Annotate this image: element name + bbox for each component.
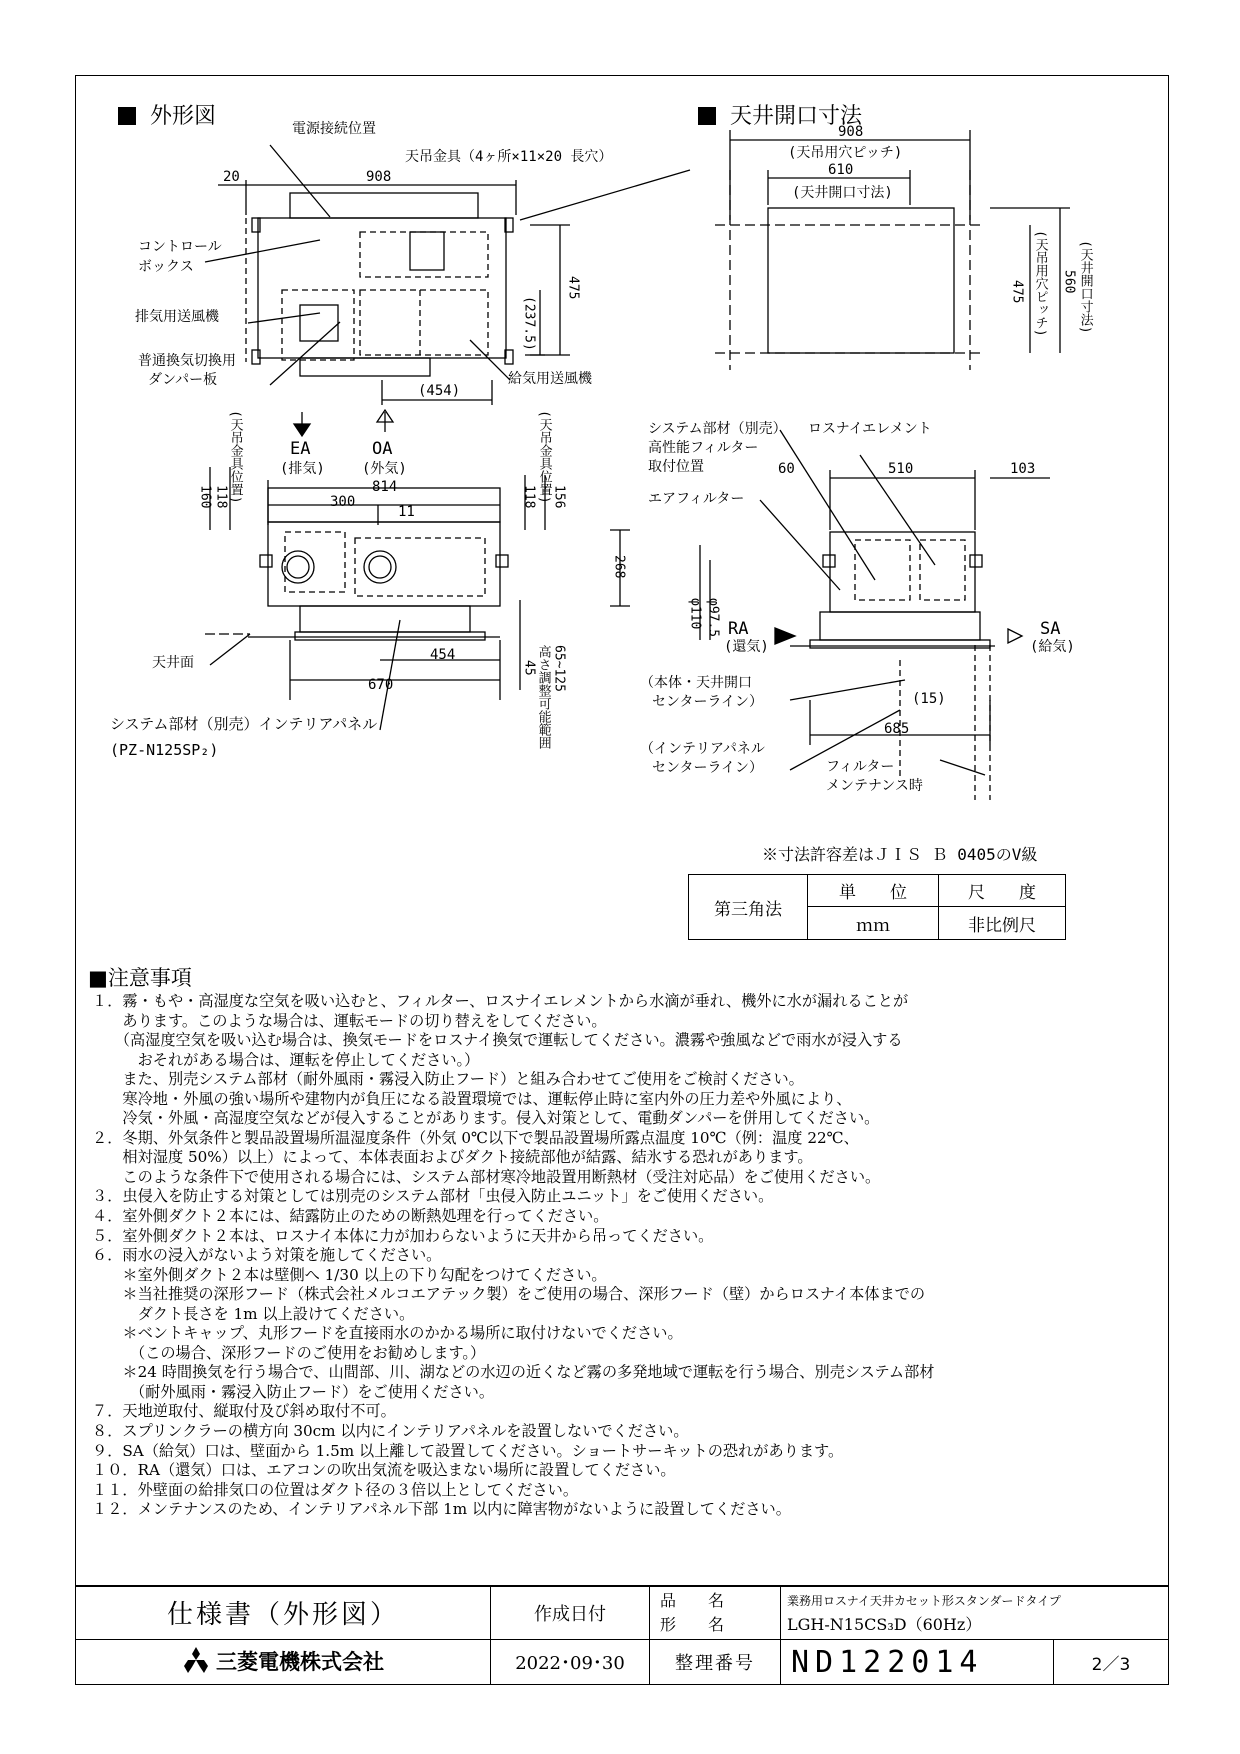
note-line: ６．雨水の浸入がないよう対策を施してください。	[92, 1246, 442, 1265]
control-box-label-1: コントロール	[138, 239, 222, 255]
ea-sub: (排気)	[280, 461, 325, 477]
note-line: このような条件下で使用される場合には、システム部材寒冷地設置用断熱材（受注対応品）をご使用ください。	[92, 1167, 881, 1186]
dim-300: 300	[330, 494, 356, 510]
ceiling-section-title: 天井開口寸法	[698, 99, 862, 130]
page-number: 2／3	[1054, 1640, 1169, 1685]
date-label: 作成日付	[491, 1586, 650, 1640]
note-line: ４．室外側ダクト２本には、結露防止のための断熱処理を行ってください。	[92, 1207, 609, 1226]
company-name: 三菱電機株式会社	[216, 1649, 384, 1674]
sa-sub: (給気)	[1030, 639, 1075, 655]
projection-method: 第三角法	[689, 875, 808, 940]
dim-118-left: 118	[213, 485, 229, 509]
product-label: 品 名	[660, 1590, 725, 1610]
dim-908-top: 908	[366, 169, 392, 185]
ea-label: EA	[290, 439, 311, 459]
note-line: １１．外壁面の給排気口の位置はダクト径の３倍以上としてください。	[92, 1480, 578, 1499]
dim-237: (237.5)	[521, 296, 537, 351]
note-line: おそれがある場合は、運転を停止してください。）	[92, 1050, 480, 1069]
ra-sub: (還気)	[724, 639, 769, 655]
dim-110: φ110	[687, 598, 703, 630]
oa-sub: (外気)	[362, 461, 407, 477]
note-line: ７．天地逆取付、縦取付及び斜め取付不可。	[92, 1402, 396, 1421]
model-label: 形 名	[660, 1614, 725, 1634]
dim-814: 814	[372, 479, 398, 495]
note-line: １．霧・もや・高湿度な空気を吸い込むと、フィルター、ロスナイエレメントから水滴が垂れ、機外に水が漏れることが	[92, 992, 909, 1010]
model-name: LGH-N15CS₃D（60Hz）	[787, 1614, 982, 1634]
supply-fan-label: 給気用送風機	[508, 371, 592, 387]
ceiling-dim-560: 560	[1061, 270, 1077, 294]
dim-160: 160	[197, 485, 213, 509]
title-block	[75, 1585, 1169, 1685]
ceiling-560-sub: (天井開口寸法)	[1077, 240, 1093, 334]
hanger-pos-right: (天吊金具位置)	[536, 410, 552, 504]
note-line: あります。このような場合は、運転モードの切り替えをしてください。	[92, 1011, 607, 1030]
note-line: （この場合、深形フードのご使用をお勧めします。）	[92, 1343, 486, 1362]
note-line: ５．室外側ダクト２本は、ロスナイ本体に力が加わらないように天井から吊ってください。	[92, 1226, 714, 1245]
panel-center-label-1: （インテリアパネル	[640, 741, 765, 757]
dim-97: φ97.5	[705, 598, 721, 638]
lossnay-element-label: ロスナイエレメント	[808, 421, 932, 437]
dim-20: 20	[223, 169, 240, 185]
oa-label: OA	[372, 439, 393, 459]
note-line: （耐外風雨・霧浸入防止フード）をご使用ください。	[92, 1382, 495, 1401]
note-line: ＊ベントキャップ、丸形フードを直接雨水のかかる場所に取付けないでください。	[92, 1324, 683, 1343]
ceiling-dim-908: 908	[838, 124, 864, 140]
note-line: 相対湿度 50%）以上）によって、本体表面およびダクト接続部他が結露、結氷する恐れがあります。	[92, 1148, 813, 1167]
ceiling-open-label: (天井開口寸法)	[792, 185, 893, 201]
air-filter-label: エアフィルター	[648, 491, 745, 507]
product-name: 業務用ロスナイ天井カセット形スタンダードタイプ	[787, 1593, 1061, 1608]
damper-label-1: 普通換気切換用	[138, 353, 236, 369]
notes-list	[92, 992, 1152, 1520]
dim-103: 103	[1010, 461, 1036, 477]
dim-15: (15)	[912, 691, 946, 707]
ceiling-dim-475: 475	[1009, 280, 1025, 304]
mitsubishi-logo-icon	[182, 1647, 210, 1678]
notes-title: ■注意事項	[88, 966, 192, 990]
outline-section-title: 外形図	[118, 99, 216, 130]
note-line: １０．RA（還気）口は、エアコンの吹出気流を吸込まない場所に設置してください。	[92, 1461, 676, 1480]
projection-table	[688, 874, 1066, 940]
ref-number: ND122014	[781, 1640, 1054, 1685]
note-line: ３．虫侵入を防止する対策としては別売のシステム部材「虫侵入防止ユニット」をご使用ください。	[92, 1187, 774, 1206]
dim-475: 475	[565, 276, 581, 300]
note-line: ダクト長さを 1m 以上設けてください。	[92, 1304, 415, 1323]
hanger-pos-left: (天吊金具位置)	[227, 410, 243, 504]
dim-118-right: 118	[521, 485, 537, 509]
dim-156: 156	[551, 485, 567, 509]
tolerance-note: ※寸法許容差はＪＩＳ Ｂ 0405のV級	[762, 845, 1038, 864]
scale-header: 尺 度	[939, 875, 1066, 907]
ceiling-475-sub: (天吊用穴ピッチ)	[1032, 230, 1048, 337]
dim-454-paren: (454)	[418, 383, 461, 399]
unit-value: ｍｍ	[808, 907, 939, 940]
note-line: また、別売システム部材（耐外風雨・霧浸入防止フード）と組み合わせてご使用をご検討ください。	[92, 1070, 804, 1089]
interior-panel-label: システム部材（別売）インテリアパネル	[110, 715, 378, 733]
dim-65-125: 65~125	[551, 645, 567, 692]
date-value: 2022･09･30	[491, 1640, 650, 1685]
note-line: ＊室外側ダクト２本は壁側へ 1/30 以上の下り勾配をつけてください。	[92, 1265, 607, 1284]
dim-11: 11	[398, 504, 415, 520]
dim-685: 685	[884, 721, 910, 737]
note-line: ＊24 時間換気を行う場合で、山間部、川、湖などの水辺の近くなど霧の多発地域で運転を行う場合、別売システム部材	[92, 1363, 935, 1382]
hanger-label: 天吊金具（4ヶ所×11×20 長穴）	[405, 149, 613, 165]
ra-label: RA	[728, 619, 749, 639]
dim-60: 60	[778, 461, 795, 477]
note-line: ９．SA（給気）口は、壁面から 1.5m 以上離して設置してください。ショートサーキットの恐れがあります。	[92, 1441, 844, 1460]
dim-510: 510	[888, 461, 914, 477]
damper-label-2: ダンパー板	[148, 372, 218, 388]
exhaust-fan-label: 排気用送風機	[135, 309, 219, 325]
filter-maint-label-1: フィルター	[826, 759, 895, 775]
power-position-label: 電源接続位置	[292, 121, 376, 137]
ref-label: 整理番号	[650, 1640, 781, 1685]
note-line: ＊当社推奨の深形フード（株式会社メルコエアテック製）をご使用の場合、深形フード（壁）からロスナイ本体までの	[92, 1285, 926, 1304]
note-line: 寒冷地・外風の強い場所や建物内が負圧になる設置環境では、運転停止時に室内外の圧力差や外風により、	[92, 1089, 852, 1108]
panel-model-label: (PZ-N125SP₂)	[110, 741, 219, 759]
filter-maint-label-2: メンテナンス時	[826, 778, 923, 794]
filter-label-2: 取付位置	[648, 459, 704, 475]
center-label-2: センターライン）	[652, 694, 764, 710]
dim-670: 670	[368, 677, 394, 693]
product-model-values	[781, 1586, 1169, 1640]
center-label-1: （本体・天井開口	[640, 675, 752, 691]
note-line: 冷気・外風・高湿度空気などが侵入することがあります。侵入対策として、電動ダンパーを併用してください。	[92, 1109, 880, 1128]
note-line: （高湿度空気を吸い込む場合は、換気モードをロスナイ換気で運転してください。濃霧や強風などで雨水が浸入する	[92, 1031, 903, 1050]
doc-title: 仕様書（外形図）	[76, 1586, 491, 1640]
dim-454: 454	[430, 647, 456, 663]
product-model-labels	[650, 1586, 781, 1640]
ceiling-face-label: 天井面	[152, 655, 194, 671]
panel-center-label-2: センターライン）	[652, 760, 764, 776]
control-box-label-2: ボックス	[138, 259, 194, 275]
sa-label: SA	[1040, 619, 1061, 639]
dim-45: 45	[521, 660, 537, 676]
company-cell	[76, 1640, 491, 1685]
scale-value: 非比例尺	[939, 907, 1066, 940]
note-line: １２．メンテナンスのため、インテリアパネル下部 1m 以内に障害物がないように設置してください。	[92, 1500, 791, 1519]
note-line: ２．冬期、外気条件と製品設置場所温湿度条件（外気 0℃以下で製品設置場所露点温度 10℃（例：温度 22℃、	[92, 1128, 859, 1147]
height-adjust-label: 高さ調整可能範囲	[535, 645, 551, 749]
dim-268: 268	[611, 555, 627, 579]
ceiling-pitch-label: (天吊用穴ピッチ)	[788, 145, 903, 161]
system-member-label: システム部材（別売）	[648, 421, 787, 437]
ceiling-dim-610: 610	[828, 162, 854, 178]
filter-label-1: 高性能フィルター	[648, 440, 759, 456]
unit-header: 単 位	[808, 875, 939, 907]
note-line: ８．スプリンクラーの横方向 30cm 以内にインテリアパネルを設置しないでください。	[92, 1422, 689, 1441]
